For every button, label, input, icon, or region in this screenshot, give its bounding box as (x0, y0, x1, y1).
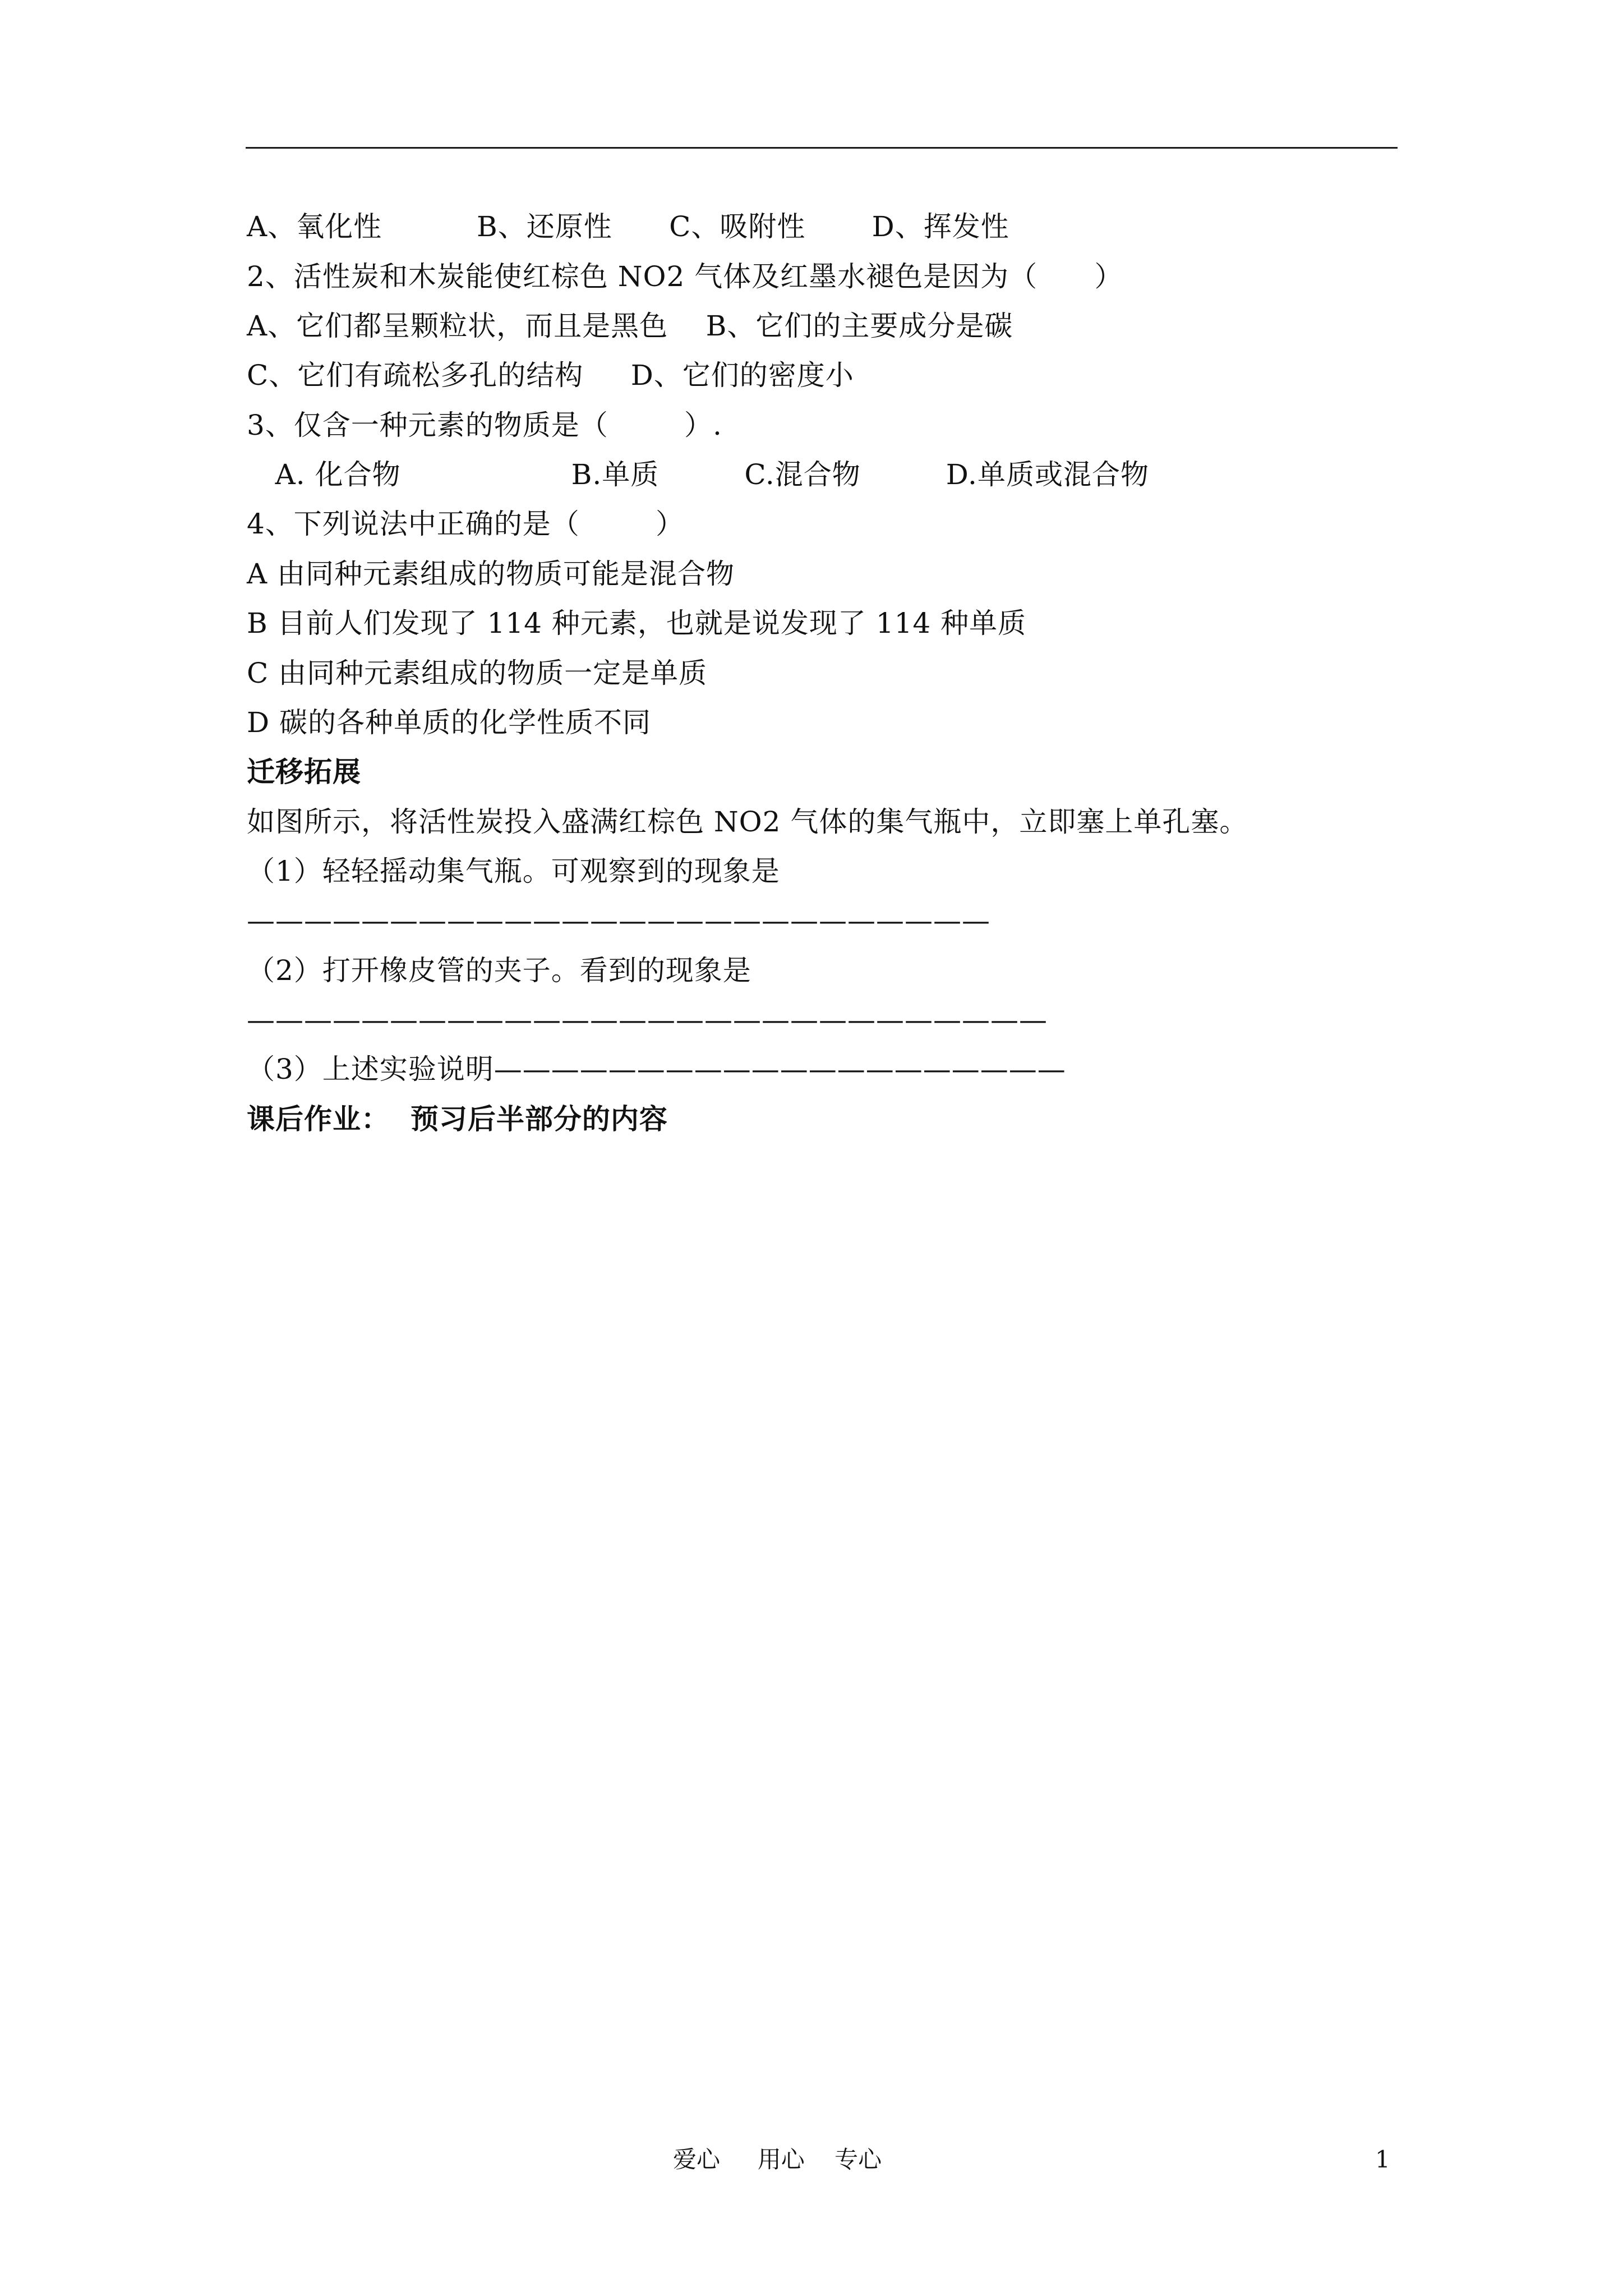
q2-options-cd: C、它们有疏松多孔的结构 D、它们的密度小 (247, 359, 854, 392)
footer-text: 爱心 用心 专心 (673, 2146, 882, 2173)
extension-intro: 如图所示，将活性炭投入盛满红棕色 NO2 气体的集气瓶中，立即塞上单孔塞。 (247, 806, 1248, 838)
q4-option-d: D 碳的各种单质的化学性质不同 (247, 706, 651, 739)
q1-options: A、氧化性 B、还原性 C、吸附性 D、挥发性 (247, 210, 1009, 243)
page-number: 1 (1375, 2146, 1390, 2173)
answer-blank-1: —————————————————————————— (247, 904, 990, 937)
q2-stem: 2、活性炭和木炭能使红棕色 NO2 气体及红墨水褪色是因为（ ） (247, 260, 1123, 293)
section-heading: 迁移拓展 (247, 755, 361, 788)
q4-option-a: A 由同种元素组成的物质可能是混合物 (247, 558, 735, 590)
answer-blank-2: ———————————————————————————— (247, 1004, 1048, 1036)
q2-options-ab: A、它们都呈颗粒状，而且是黑色 B、它们的主要成分是碳 (247, 310, 1013, 342)
q3-options: A. 化合物 B.单质 C.混合物 D.单质或混合物 (247, 458, 1149, 491)
homework-line: 课后作业： 预习后半部分的内容 (247, 1102, 668, 1135)
extension-q3: （3）上述实验说明———————————————————— (247, 1053, 1066, 1085)
header-rule (246, 147, 1398, 149)
q4-stem: 4、下列说法中正确的是（ ） (247, 508, 684, 540)
extension-q1: （1）轻轻摇动集气瓶。可观察到的现象是 (247, 855, 780, 887)
extension-q2: （2）打开橡皮管的夹子。看到的现象是 (247, 954, 751, 987)
q3-stem: 3、仅含一种元素的物质是（ ）. (247, 409, 722, 441)
q4-option-b: B 目前人们发现了 114 种元素，也就是说发现了 114 种单质 (247, 607, 1027, 639)
q4-option-c: C 由同种元素组成的物质一定是单质 (247, 657, 708, 689)
